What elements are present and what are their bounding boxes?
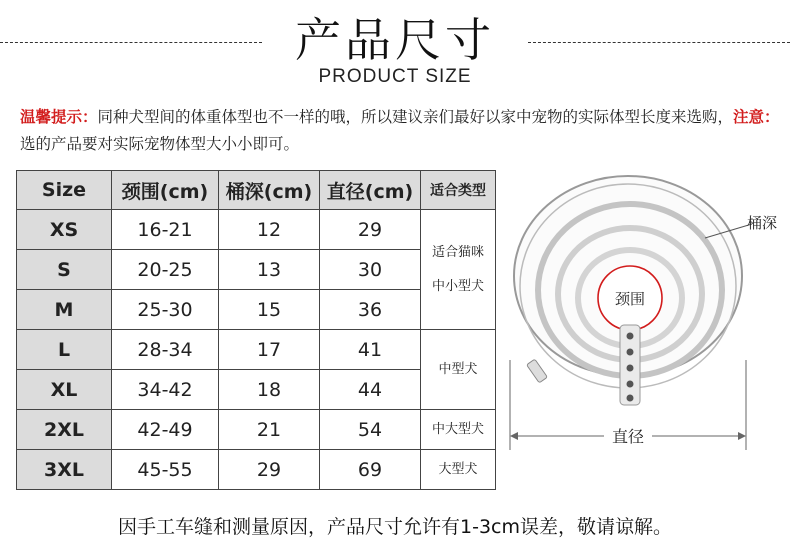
cone-collar-diagram bbox=[500, 160, 790, 460]
diameter-cell: 41 bbox=[320, 330, 421, 370]
diameter-cell: 54 bbox=[320, 410, 421, 450]
neck-label: 颈围 bbox=[614, 290, 646, 308]
table-row bbox=[17, 210, 496, 250]
depth-cell: 15 bbox=[219, 290, 320, 330]
tip-text: 同种犬型间的体重体型也不一样的哦，所以建议亲们最好以家中宠物的实际体型长度来选购， bbox=[97, 108, 734, 126]
page-title: 产品尺寸 bbox=[295, 13, 495, 67]
depth-cell: 17 bbox=[219, 330, 320, 370]
diameter-arrow-right bbox=[738, 432, 746, 440]
footer-note: 因手工车缝和测量原因，产品尺寸允许有1-3cm误差，敬请谅解。 bbox=[118, 516, 672, 538]
size-cell: XS bbox=[17, 210, 112, 250]
side-tag bbox=[527, 359, 548, 383]
diameter-cell: 29 bbox=[320, 210, 421, 250]
snap-button bbox=[627, 365, 634, 372]
depth-cell: 21 bbox=[219, 410, 320, 450]
size-cell: XL bbox=[17, 370, 112, 410]
neck-cell: 34-42 bbox=[112, 370, 219, 410]
diameter-cell: 30 bbox=[320, 250, 421, 290]
header-size: Size bbox=[17, 171, 112, 210]
size-cell: 2XL bbox=[17, 410, 112, 450]
header-neck: 颈围(cm) bbox=[112, 171, 219, 210]
type-cell-cat-small bbox=[421, 210, 496, 330]
size-cell: L bbox=[17, 330, 112, 370]
header-diameter: 直径(cm) bbox=[320, 171, 421, 210]
note-label: 注意： bbox=[733, 108, 780, 126]
neck-cell: 16-21 bbox=[112, 210, 219, 250]
diameter-arrow-left bbox=[510, 432, 518, 440]
snap-button bbox=[627, 395, 634, 402]
table-header-row bbox=[17, 171, 496, 210]
size-cell: S bbox=[17, 250, 112, 290]
neck-cell: 20-25 bbox=[112, 250, 219, 290]
header-depth: 桶深(cm) bbox=[219, 171, 320, 210]
diameter-cell: 36 bbox=[320, 290, 421, 330]
neck-cell: 45-55 bbox=[112, 450, 219, 490]
depth-cell: 29 bbox=[219, 450, 320, 490]
size-cell: 3XL bbox=[17, 450, 112, 490]
type-cat-line1: 适合猫咪 bbox=[431, 244, 484, 260]
type-cell-large: 大型犬 bbox=[421, 450, 496, 490]
tip-paragraph bbox=[20, 104, 780, 158]
neck-cell: 28-34 bbox=[112, 330, 219, 370]
depth-cell: 18 bbox=[219, 370, 320, 410]
page-subtitle: PRODUCT SIZE bbox=[318, 66, 472, 87]
neck-cell: 42-49 bbox=[112, 410, 219, 450]
snap-button bbox=[627, 349, 634, 356]
diameter-label: 直径 bbox=[611, 427, 645, 446]
diameter-cell: 44 bbox=[320, 370, 421, 410]
depth-label: 桶深 bbox=[747, 214, 778, 232]
type-cat-line2: 中小型犬 bbox=[431, 278, 484, 294]
type-cell-medium-large: 中大型犬 bbox=[421, 410, 496, 450]
depth-cell: 13 bbox=[219, 250, 320, 290]
note-text: 选的产品要对实际宠物体型大小小即可。 bbox=[20, 135, 300, 153]
neck-cell: 25-30 bbox=[112, 290, 219, 330]
snap-button bbox=[627, 381, 634, 388]
table-row bbox=[17, 410, 496, 450]
snap-button bbox=[627, 333, 634, 340]
tip-label: 温馨提示： bbox=[20, 108, 98, 126]
header-type: 适合类型 bbox=[421, 171, 496, 210]
size-cell: M bbox=[17, 290, 112, 330]
table-row bbox=[17, 450, 496, 490]
table-row bbox=[17, 330, 496, 370]
type-cell-medium: 中型犬 bbox=[421, 330, 496, 410]
diameter-cell: 69 bbox=[320, 450, 421, 490]
size-table bbox=[16, 170, 496, 490]
depth-cell: 12 bbox=[219, 210, 320, 250]
